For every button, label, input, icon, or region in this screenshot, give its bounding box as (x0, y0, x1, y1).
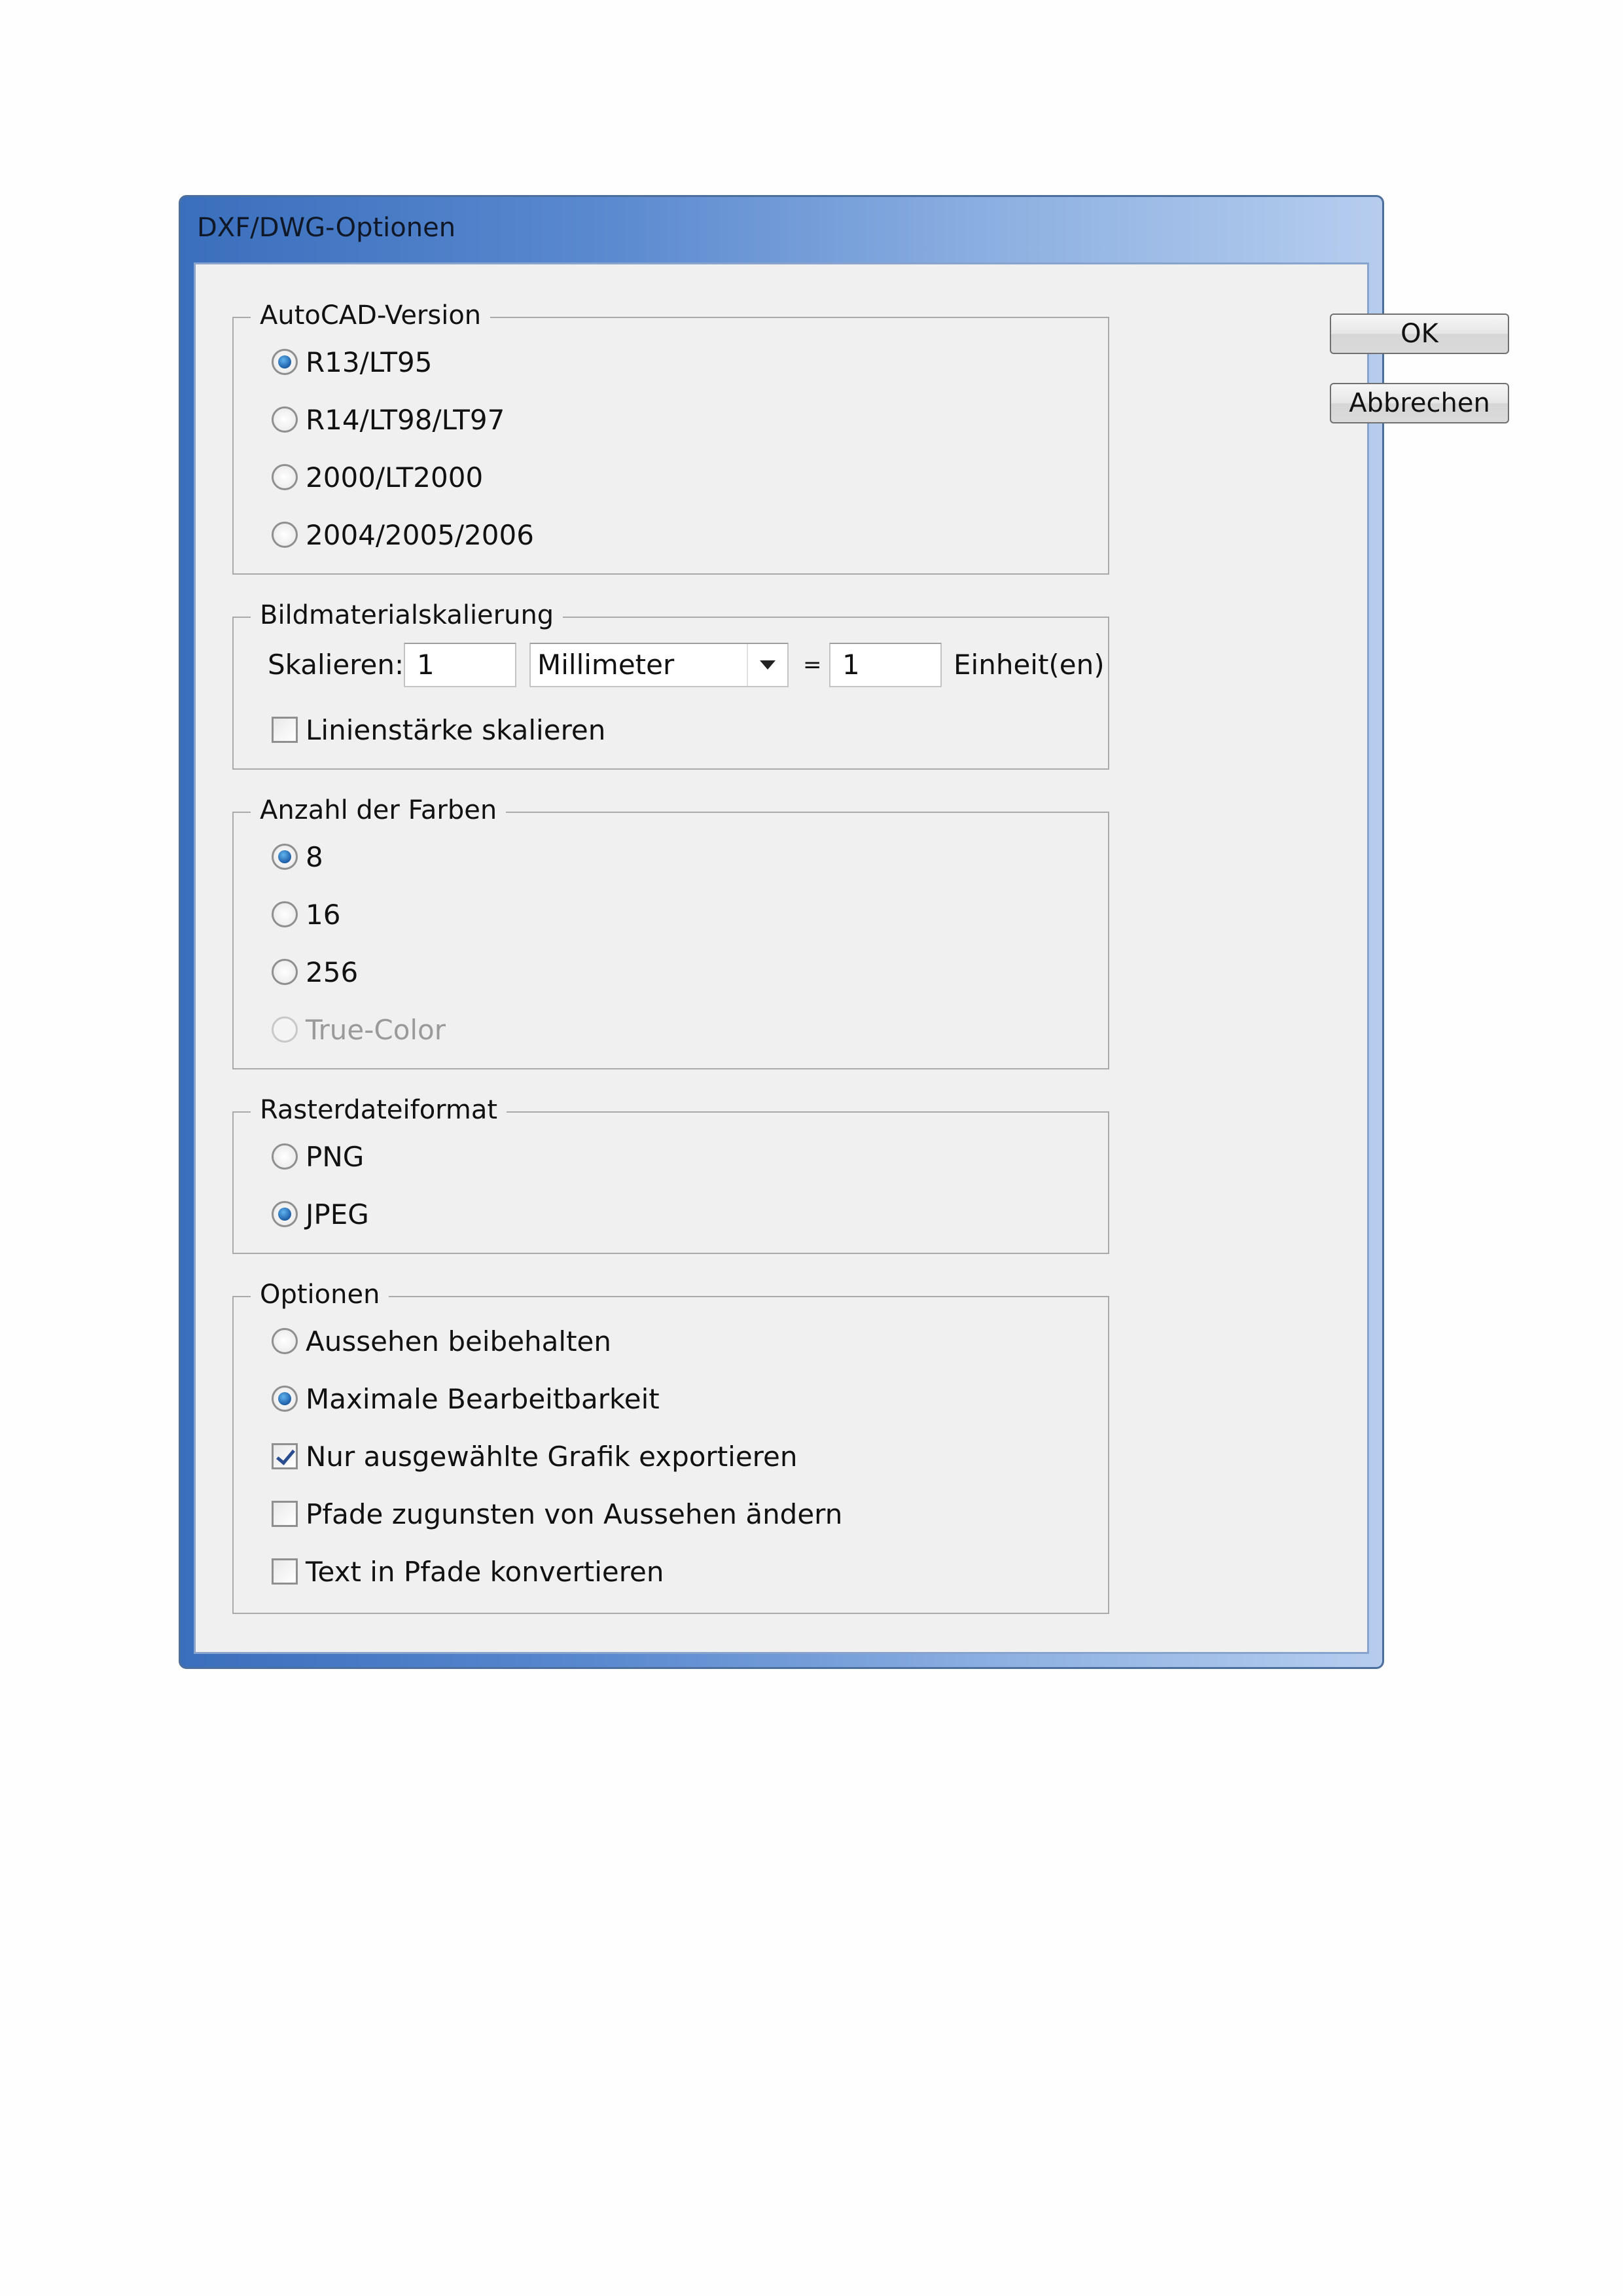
radio-colors-256[interactable] (272, 949, 358, 995)
radio-unselected-icon[interactable] (272, 1143, 298, 1170)
checkbox-scale-lineweight[interactable] (272, 707, 605, 753)
checkbox-export-selected-art[interactable] (272, 1433, 797, 1479)
radio-unselected-icon[interactable] (272, 901, 298, 927)
unit-select-value: Millimeter (537, 649, 675, 681)
number-of-colors-group (232, 795, 1109, 1069)
checkbox-unchecked-icon[interactable] (272, 1501, 298, 1527)
dialog-title: DXF/DWG-Optionen (197, 213, 456, 243)
equals-sign: = (803, 652, 822, 678)
artwork-scaling-legend: Bildmaterialskalierung (251, 600, 563, 631)
checkbox-label: Linienstärke skalieren (306, 713, 606, 746)
dialog-client-area (194, 262, 1369, 1654)
checkbox-outline-text[interactable] (272, 1549, 664, 1594)
radio-label: Aussehen beibehalten (306, 1325, 612, 1357)
radio-label: JPEG (306, 1198, 369, 1230)
radio-jpeg[interactable] (272, 1191, 369, 1237)
radio-selected-icon[interactable] (272, 1201, 298, 1227)
radio-unselected-icon[interactable] (272, 464, 298, 490)
options-group (232, 1280, 1109, 1614)
checkbox-label: Nur ausgewählte Grafik exportieren (306, 1440, 798, 1473)
radio-label: 256 (306, 956, 359, 988)
radio-selected-icon[interactable] (272, 1386, 298, 1412)
radio-colors-true-color (272, 1007, 446, 1052)
units-input[interactable]: 1 (829, 643, 942, 687)
radio-unselected-icon[interactable] (272, 1328, 298, 1354)
checkbox-unchecked-icon[interactable] (272, 717, 298, 743)
radio-r14-lt98-lt97[interactable] (272, 397, 505, 442)
radio-label: R14/LT98/LT97 (306, 403, 505, 436)
radio-label: 16 (306, 898, 341, 931)
scale-label: Skalieren: (268, 649, 404, 681)
ok-button[interactable]: OK (1330, 314, 1509, 354)
number-of-colors-legend: Anzahl der Farben (251, 795, 506, 826)
checkbox-checked-icon[interactable] (272, 1443, 298, 1469)
radio-unselected-icon[interactable] (272, 406, 298, 433)
radio-label: 2000/LT2000 (306, 461, 484, 493)
radio-label: 2004/2005/2006 (306, 518, 534, 551)
radio-label: 8 (306, 840, 323, 873)
raster-format-group (232, 1095, 1109, 1254)
radio-selected-icon[interactable] (272, 349, 298, 375)
raster-format-legend: Rasterdateiformat (251, 1094, 507, 1126)
radio-unselected-icon[interactable] (272, 522, 298, 548)
radio-r13-lt95[interactable] (272, 339, 433, 385)
checkbox-alter-paths[interactable] (272, 1491, 842, 1537)
autocad-version-group (232, 300, 1109, 575)
dialog-window (179, 195, 1490, 1669)
radio-png[interactable] (272, 1134, 364, 1179)
radio-colors-8[interactable] (272, 834, 323, 880)
title-bar[interactable] (181, 197, 1382, 262)
radio-colors-16[interactable] (272, 891, 340, 937)
checkbox-label: Text in Pfade konvertieren (306, 1555, 664, 1588)
checkbox-unchecked-icon[interactable] (272, 1558, 298, 1585)
radio-2004-2005-2006[interactable] (272, 512, 534, 558)
radio-disabled-icon (272, 1016, 298, 1043)
units-label: Einheit(en) (954, 649, 1105, 681)
radio-selected-icon[interactable] (272, 844, 298, 870)
radio-label: PNG (306, 1140, 365, 1173)
autocad-version-legend: AutoCAD-Version (251, 300, 490, 331)
radio-2000-lt2000[interactable] (272, 454, 483, 500)
unit-select[interactable] (529, 643, 789, 687)
radio-label: Maximale Bearbeitbarkeit (306, 1382, 660, 1415)
cancel-button[interactable]: Abbrechen (1330, 383, 1509, 423)
chevron-down-icon[interactable] (747, 644, 787, 686)
artwork-scaling-group (232, 600, 1109, 770)
options-legend: Optionen (251, 1279, 389, 1310)
radio-unselected-icon[interactable] (272, 959, 298, 985)
radio-label: R13/LT95 (306, 346, 433, 378)
checkbox-label: Pfade zugunsten von Aussehen ändern (306, 1498, 843, 1530)
radio-maximum-editability[interactable] (272, 1376, 660, 1422)
scale-input[interactable]: 1 (404, 643, 516, 687)
radio-label: True-Color (306, 1013, 446, 1046)
radio-preserve-appearance[interactable] (272, 1318, 611, 1364)
